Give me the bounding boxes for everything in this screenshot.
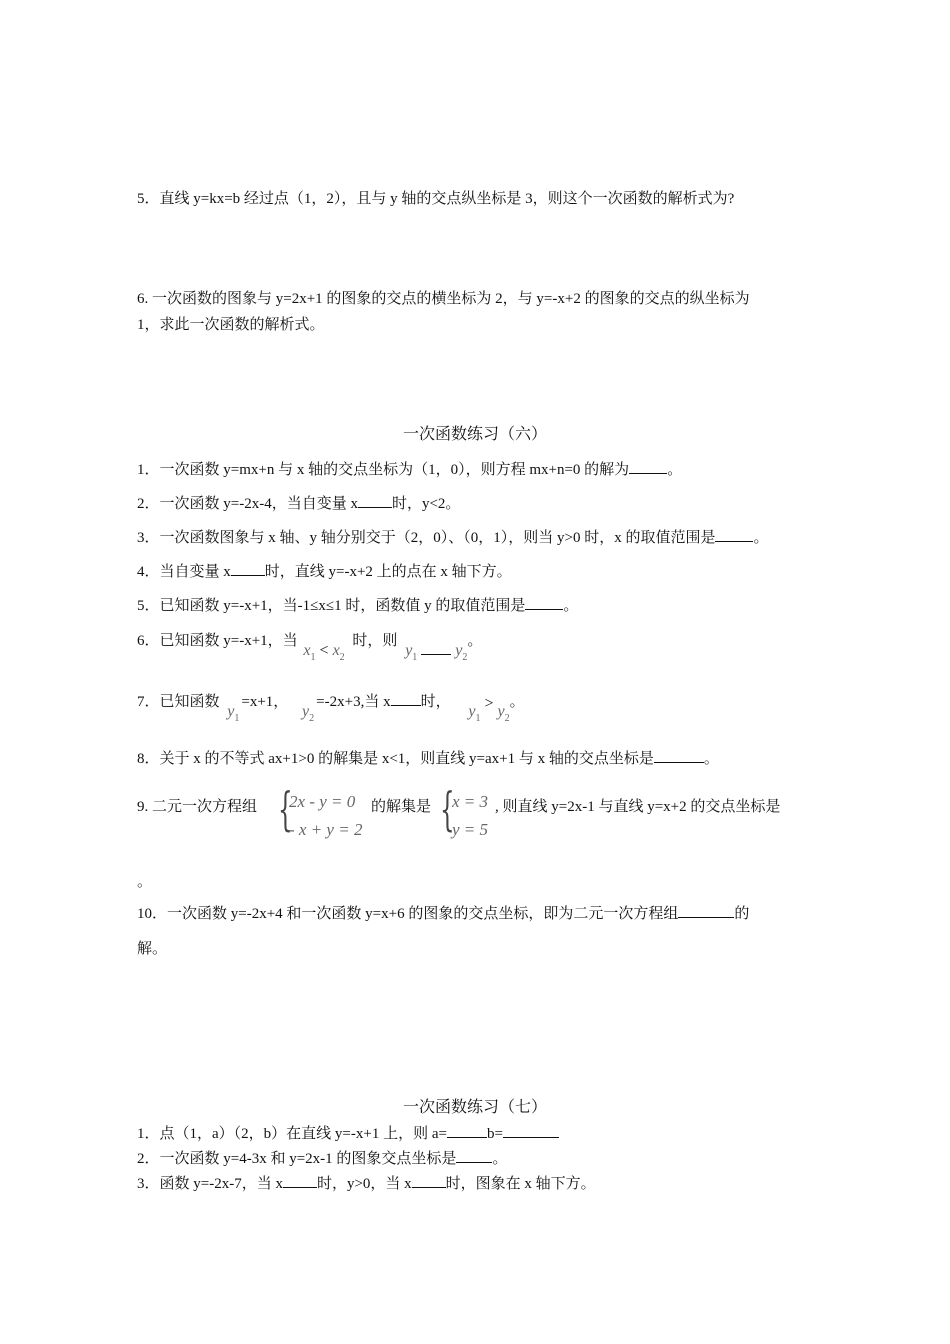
problem-6-line-2: 1，求此一次函数的解析式。 [137,317,325,333]
s6q9-prefix: 9. 二元一次方程组 [137,799,258,815]
s7q1-b: b= [486,1126,503,1142]
problem-6-line-1: 6. 一次函数的图象与 y=2x+1 的图象的交点的横坐标为 2，与 y=-x+2 的图象的交点的纵坐标为 [137,291,750,307]
s6-question-10 [137,903,749,924]
s6q2-text: 2．一次函数 y=-2x-4，当自变量 x [137,496,358,512]
equation-2: - x + y = 2 [289,820,363,839]
answer-blank [447,1123,487,1138]
s6q10-end: 的 [734,906,750,922]
formula-y1-y2: $y_1$ $y_2$ [405,642,468,663]
s6q5-end: 。 [563,598,579,614]
s6q6-mid: 时，则 [352,633,398,649]
solution-1: x = 3 [452,792,489,811]
s6q1-text: 1．一次函数 y=mx+n 与 x 轴的交点坐标为（1，0），则方程 mx+n=0 的解为 [137,462,630,478]
s6-question-2 [137,493,460,514]
answer-blank [283,1173,317,1188]
s6q7-end: 。 [509,694,525,710]
s7q2-text: 2．一次函数 y=4-3x 和 y=2x-1 的图象交点坐标是 [137,1151,457,1167]
s6q7-when: 时， [420,694,451,710]
s6q8-text: 8．关于 x 的不等式 ax+1>0 的解集是 x<1，则直线 y=ax+1 与 x 轴的交点坐标是 [137,751,654,767]
answer-blank [629,459,667,474]
problem-5: 5．直线 y=kx=b 经过点（1，2），且与 y 轴的交点纵坐标是 3，则这个一次函数的解析式为? [137,191,735,207]
answer-blank [525,595,563,610]
answer-blank [678,903,734,918]
formula-x1-lt-x2: $x_1 < x_2$ [303,642,345,663]
s6q10-line-2: 解。 [137,941,168,957]
left-brace: { [278,782,293,836]
answer-blank [456,1148,492,1163]
s7q3-mid: 时，y>0，当 x [316,1176,412,1192]
section-title-seven: 一次函数练习（七） [402,1099,547,1116]
section-title-six: 一次函数练习（六） [402,426,547,443]
s6q2-end: 时，y<2。 [391,496,461,512]
s6q7-text: 7．已知函数 [137,694,220,710]
s6-question-7 [137,691,525,724]
answer-blank [231,561,265,576]
answer-blank [503,1123,559,1138]
s6q1-end: 。 [667,462,683,478]
s6-question-3 [137,527,768,548]
s7-question-1 [137,1123,559,1144]
s6q5-text: 5．已知函数 y=-x+1，当-1≤x≤1 时，函数值 y 的取值范围是 [137,598,526,614]
formula-y1: $y_1$ [227,703,240,724]
s6q10-text: 10．一次函数 y=-2x+4 和一次函数 y=x+6 的图象的交点坐标，即为二元一次方程组 [137,906,679,922]
s6q8-end: 。 [703,751,719,767]
s6q6-end: 。 [467,633,483,649]
answer-blank [412,1173,446,1188]
answer-blank [358,493,392,508]
s7-question-2 [137,1148,507,1169]
formula-y2: $y_2$ [302,703,315,724]
s6q4-end: 时，直线 y=-x+2 上的点在 x 轴下方。 [264,564,512,580]
s7q3-end: 时，图象在 x 轴下方。 [445,1176,596,1192]
answer-blank [391,691,421,706]
s6q6-text: 6．已知函数 y=-x+1，当 [137,633,298,649]
s7q3-text: 3．函数 y=-2x-7，当 x [137,1176,283,1192]
s6-question-6 [137,631,483,663]
solution-2: y = 5 [452,820,489,839]
s6q9-end: 。 [137,874,153,890]
answer-blank [715,527,753,542]
answer-blank [654,748,704,763]
s6q4-text: 4．当自变量 x [137,564,231,580]
s6-question-1 [137,459,682,480]
s7q2-end: 。 [492,1151,508,1167]
equation-1: 2x - y = 0 [289,792,356,811]
s6q3-text: 3．一次函数图象与 x 轴、y 轴分别交于（2，0）、（0，1），则当 y>0 时，x 的取值范围是 [137,530,716,546]
s6-question-5 [137,595,578,616]
s6-question-4 [137,561,512,582]
s6q9-middle: 的解集是 [371,799,432,815]
s6q9-suffix: , 则直线 y=2x-1 与直线 y=x+2 的交点坐标是 [495,799,781,815]
s7-question-3 [137,1173,596,1194]
formula-y1-gt-y2: $y_1 > y_2$ [468,695,510,724]
s6q3-end: 。 [753,530,769,546]
s6q7-y1-def: =x+1， [241,694,289,710]
s7q1-text: 1．点（1，a）（2，b）在直线 y=-x+1 上，则 a= [137,1126,447,1142]
s6-question-8 [137,748,719,769]
left-brace: { [440,782,455,836]
s6q7-y2-def: =-2x+3,当 x [316,694,391,710]
